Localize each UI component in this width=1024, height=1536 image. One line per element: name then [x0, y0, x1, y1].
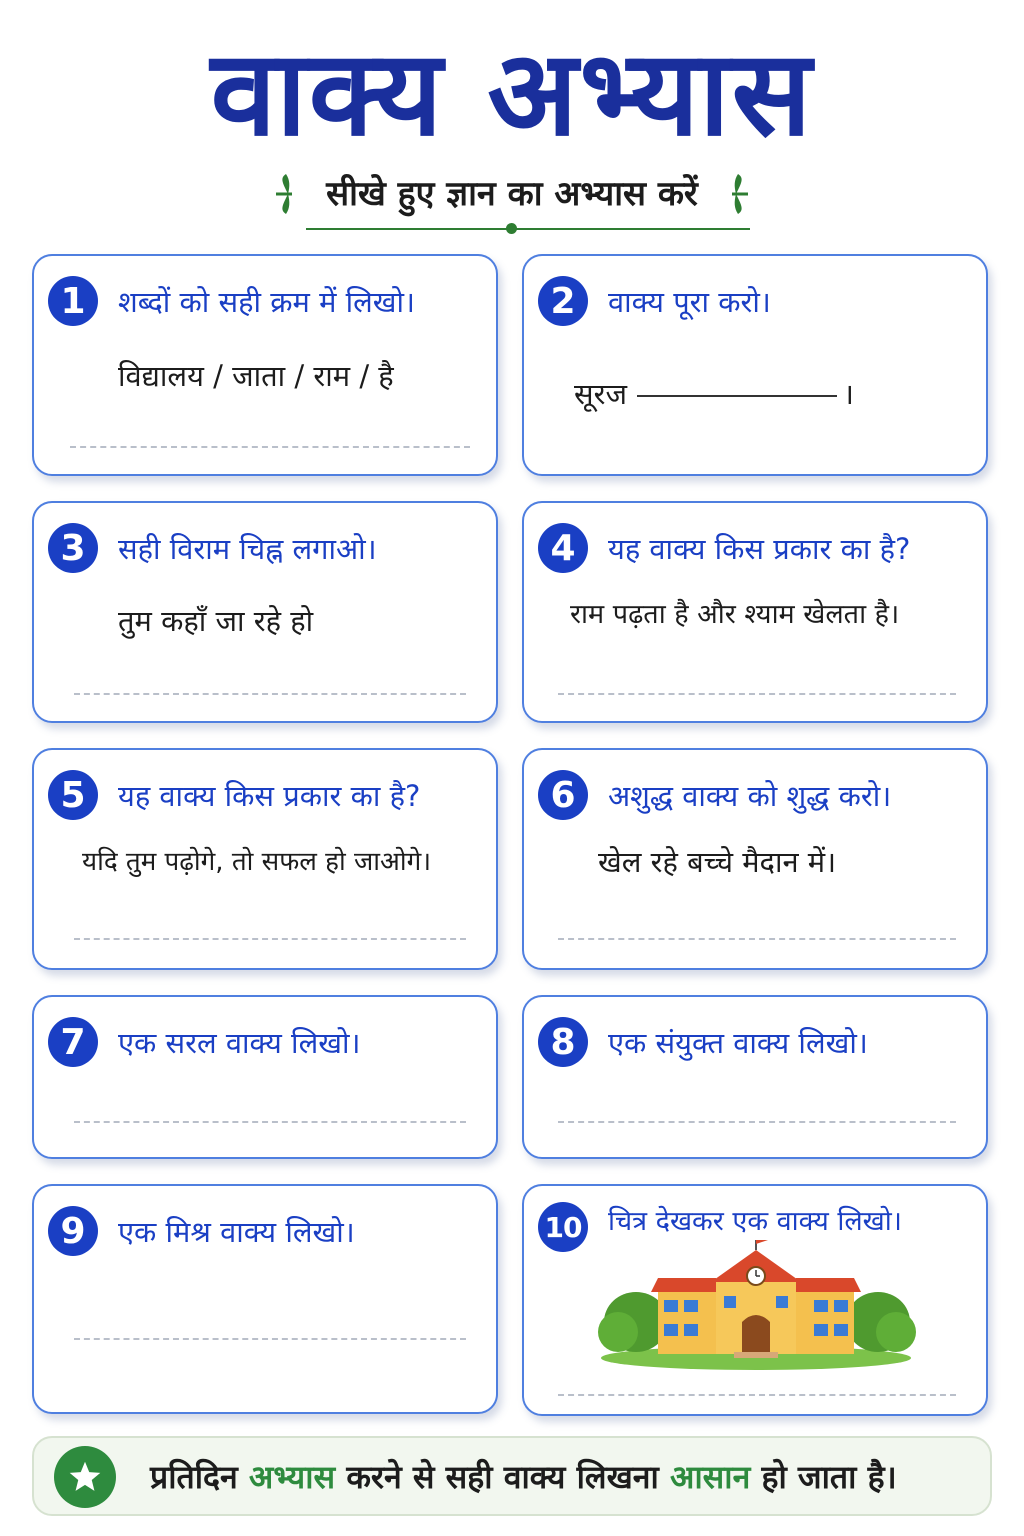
- leaf-icon: [270, 172, 300, 216]
- exercise-card-4: [522, 501, 988, 723]
- question-number: 1: [48, 276, 98, 326]
- star-icon: [54, 1446, 116, 1508]
- subtitle-row: [0, 166, 1024, 222]
- footer-part1: प्रतिदिन: [150, 1458, 238, 1496]
- question-content: खेल रहे बच्चे मैदान में।: [598, 845, 837, 879]
- footer-highlight-easy: आसान: [669, 1458, 751, 1496]
- question-text: सही विराम चिह्न लगाओ।: [118, 532, 377, 566]
- question-content: राम पढ़ता है और श्याम खेलता है।: [570, 599, 900, 630]
- sentence-start: सूरज: [574, 377, 627, 411]
- question-number: 2: [538, 276, 588, 326]
- question-number: 4: [538, 523, 588, 573]
- page-title: वाक्य अभ्यास: [210, 24, 814, 162]
- underline-dot: [506, 223, 517, 234]
- exercise-card-10: [522, 1184, 988, 1416]
- footer-message: [150, 1452, 897, 1502]
- answer-line[interactable]: [558, 938, 956, 940]
- exercise-card-6: [522, 748, 988, 970]
- answer-line[interactable]: [74, 1338, 466, 1340]
- footer-highlight-practice: अभ्यास: [248, 1458, 336, 1496]
- exercise-card-9: [32, 1184, 498, 1414]
- exercise-card-1: [32, 254, 498, 476]
- question-content: यदि तुम पढ़ोगे, तो सफल हो जाओगे।: [82, 847, 432, 877]
- exercise-card-7: [32, 995, 498, 1159]
- answer-line[interactable]: [558, 1394, 956, 1396]
- question-content: विद्यालय / जाता / राम / है: [118, 359, 394, 393]
- question-number: 7: [48, 1017, 98, 1067]
- leaf-icon: [724, 172, 754, 216]
- question-text: शब्दों को सही क्रम में लिखो।: [118, 285, 416, 319]
- answer-line[interactable]: [74, 938, 466, 940]
- sentence-end: ।: [842, 377, 854, 411]
- question-text: वाक्य पूरा करो।: [608, 285, 771, 319]
- subtitle-underline: [306, 228, 750, 230]
- answer-line[interactable]: [558, 1121, 956, 1123]
- question-number: 5: [48, 770, 98, 820]
- question-number: 9: [48, 1206, 98, 1256]
- question-text: चित्र देखकर एक वाक्य लिखो।: [608, 1206, 902, 1237]
- footer-part2: करने से सही वाक्य लिखना: [346, 1458, 659, 1496]
- exercise-card-8: [522, 995, 988, 1159]
- school-building-icon: [596, 1240, 916, 1370]
- exercise-card-2: [522, 254, 988, 476]
- answer-line[interactable]: [558, 693, 956, 695]
- question-number: 3: [48, 523, 98, 573]
- question-number: 10: [538, 1202, 588, 1252]
- question-text: यह वाक्य किस प्रकार का है?: [118, 779, 421, 813]
- footer-part3: हो जाता है।: [761, 1458, 897, 1496]
- fill-blank-sentence: [574, 372, 854, 416]
- footer-banner: [32, 1436, 992, 1516]
- answer-line[interactable]: [74, 693, 466, 695]
- exercise-card-5: [32, 748, 498, 970]
- question-text: अशुद्ध वाक्य को शुद्ध करो।: [608, 779, 892, 813]
- question-number: 6: [538, 770, 588, 820]
- question-text: एक मिश्र वाक्य लिखो।: [118, 1215, 355, 1249]
- blank-field[interactable]: [637, 395, 837, 397]
- subtitle: सीखे हुए ज्ञान का अभ्यास करें: [326, 174, 698, 214]
- answer-line[interactable]: [74, 1121, 466, 1123]
- question-text: एक संयुक्त वाक्य लिखो।: [608, 1026, 868, 1060]
- exercise-card-3: [32, 501, 498, 723]
- question-text: एक सरल वाक्य लिखो।: [118, 1026, 361, 1060]
- question-text: यह वाक्य किस प्रकार का है?: [608, 532, 911, 566]
- answer-line[interactable]: [70, 446, 470, 448]
- question-number: 8: [538, 1017, 588, 1067]
- question-content: तुम कहाँ जा रहे हो: [118, 604, 314, 638]
